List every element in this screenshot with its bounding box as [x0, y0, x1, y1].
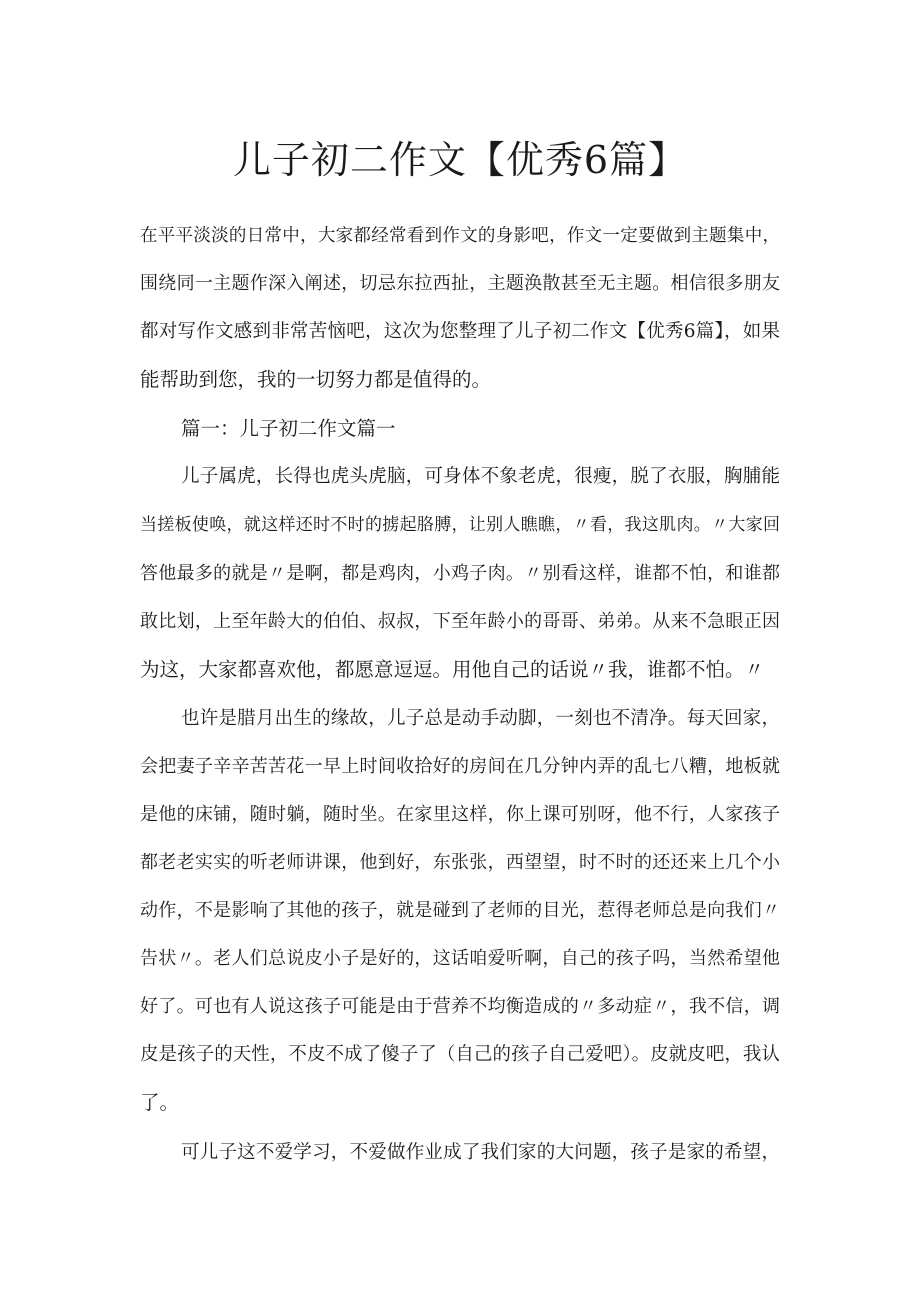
paragraph-line: 皮是孩子的天性，不皮不成了傻子了（自己的孩子自己爱吧）。皮就皮吧，我认 [140, 1044, 780, 1065]
paragraph-line: 敢比划，上至年龄大的伯伯、叔叔，下至年龄小的哥哥、弟弟。从来不急眼正因 [140, 611, 780, 632]
paragraph-line: 儿子属虎，长得也虎头虎脑，可身体不象老虎，很瘦，脱了衣服，胸脯能 [181, 466, 780, 487]
document-title: 儿子初二作文【优秀6篇】 [232, 138, 688, 182]
paragraph-line: 会把妻子辛辛苦苦花一早上时间收拾好的房间在几分钟内弄的乱七八糟，地板就 [140, 756, 780, 777]
paragraph-line: 动作，不是影响了其他的孩子，就是碰到了老师的目光，惹得老师总是向我们〃 [140, 900, 780, 921]
paragraph-line: 是他的床铺，随时躺，随时坐。在家里这样，你上课可别呀，他不行，人家孩子 [140, 804, 780, 825]
paragraph-line: 也许是腊月出生的缘故，儿子总是动手动脚，一刻也不清净。每天回家， [181, 708, 780, 729]
paragraph-line: 好了。可也有人说这孩子可能是由于营养不均衡造成的〃多动症〃，我不信，调 [140, 996, 780, 1017]
paragraph-line: 都老老实实的听老师讲课，他到好，东张张，西望望，时不时的还还来上几个小 [140, 852, 780, 873]
intro-line: 都对写作文感到非常苦恼吧，这次为您整理了儿子初二作文【优秀6篇】，如果 [140, 321, 780, 342]
paragraph-line: 了。 [140, 1091, 180, 1114]
paragraph-line: 可儿子这不爱学习，不爱做作业成了我们家的大问题，孩子是家的希望， [181, 1142, 780, 1163]
intro-line: 围绕同一主题作深入阐述，切忌东拉西扯，主题涣散甚至无主题。相信很多朋友 [140, 273, 780, 294]
paragraph-line: 告状〃。老人们总说皮小子是好的，这话咱爱听啊，自己的孩子吗，当然希望他 [140, 948, 780, 969]
intro-line: 在平平淡淡的日常中，大家都经常看到作文的身影吧，作文一定要做到主题集中， [140, 226, 780, 246]
paragraph-line: 当搓板使唤，就这样还时不时的掳起胳膊，让别人瞧瞧，〃看，我这肌肉。〃大家回 [140, 515, 780, 535]
paragraph-line: 答他最多的就是〃是啊，都是鸡肉，小鸡子肉。〃别看这样，谁都不怕，和谁都 [140, 563, 780, 584]
paragraph-line: 为这，大家都喜欢他，都愿意逗逗。用他自己的话说〃我，谁都不怕。〃 [140, 658, 765, 681]
section-heading: 篇一：儿子初二作文篇一 [181, 417, 396, 440]
intro-line: 能帮助到您，我的一切努力都是值得的。 [140, 368, 492, 391]
